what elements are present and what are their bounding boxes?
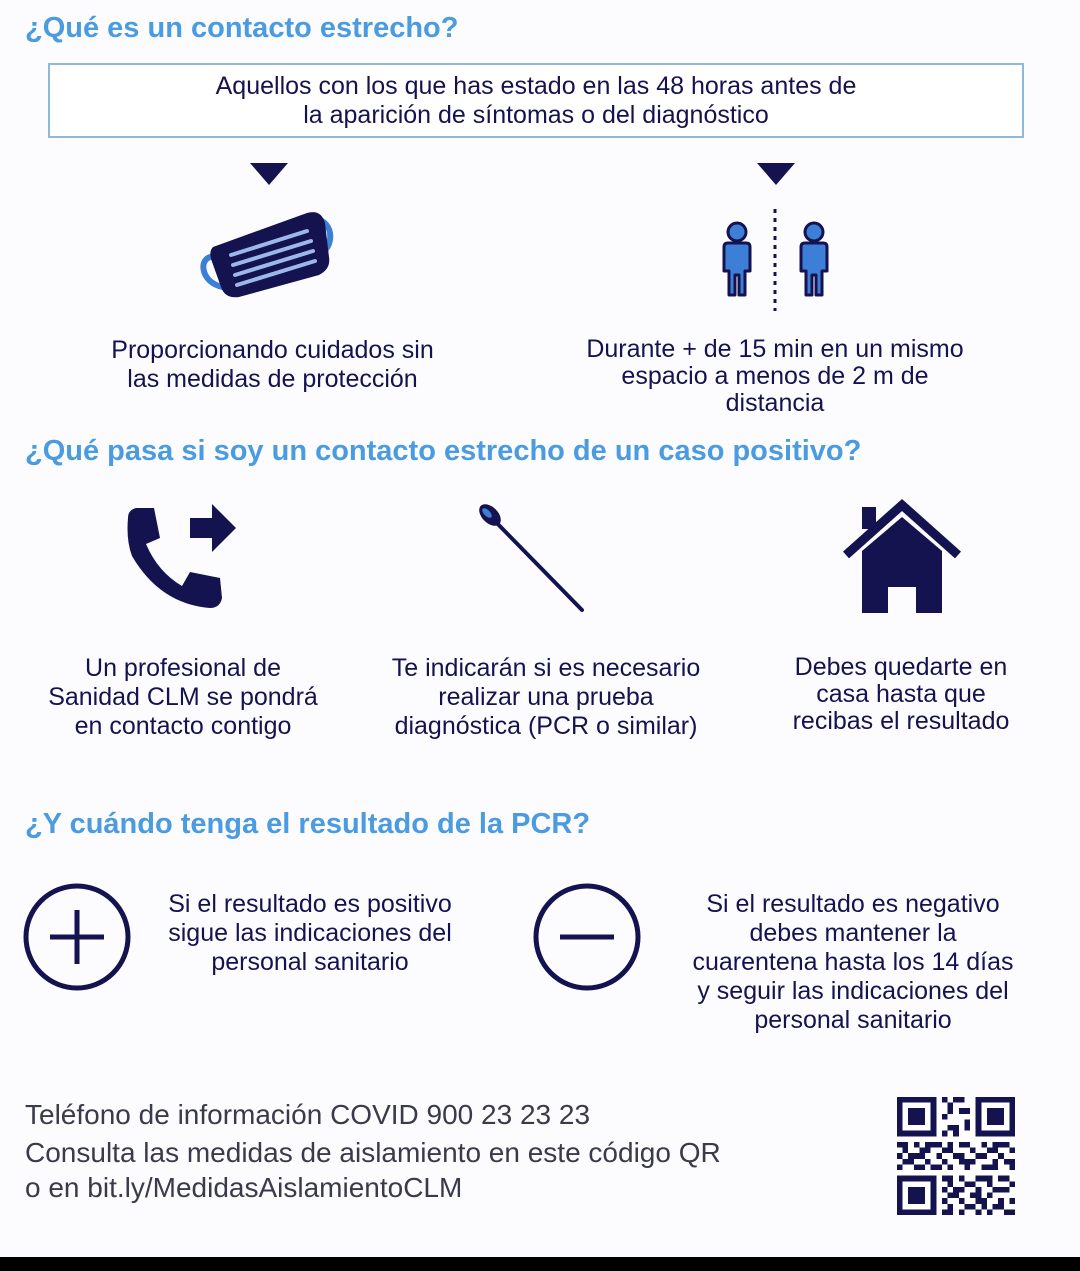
body-line: Si el resultado es positivo: [168, 890, 452, 918]
caption-line: Te indicarán si es necesario: [391, 654, 701, 682]
caption-line: Un profesional de: [85, 654, 281, 682]
result-positive-text: [140, 890, 480, 977]
step-caption-call: [28, 654, 338, 741]
footer-qr-line: Consulta las medidas de aislamiento en este código QR: [25, 1137, 721, 1168]
caption-line: realizar una prueba: [438, 683, 654, 711]
caption-line: Sanidad CLM se pondrá: [48, 683, 318, 711]
plus-circle-icon: [20, 880, 134, 994]
result-negative-text: [668, 890, 1038, 1035]
down-arrow-icon: [757, 163, 795, 187]
caption-line: casa hasta que: [816, 680, 986, 708]
body-line: y seguir las indicaciones del: [697, 977, 1009, 1005]
criteria-caption-distance: [540, 336, 1010, 417]
down-arrow-icon: [250, 163, 288, 187]
criteria-caption-care: [40, 336, 505, 394]
section-title-pcr: ¿Y cuándo tenga el resultado de la PCR?: [25, 808, 591, 840]
caption-line: recibas el resultado: [792, 707, 1010, 735]
bottom-bar: [0, 1257, 1080, 1271]
swab-icon: [470, 498, 595, 618]
section-title-positive-case: ¿Qué pasa si soy un contacto estrecho de un caso positivo?: [25, 435, 862, 467]
definition-line-1: Aquellos con los que has estado en las 48 horas antes de: [215, 71, 857, 100]
caption-line: Proporcionando cuidados sin: [111, 336, 434, 364]
caption-line: diagnóstica (PCR o similar): [394, 712, 698, 740]
body-line: cuarentena hasta los 14 días: [692, 948, 1014, 976]
caption-line: Durante + de 15 min en un mismo: [586, 335, 964, 363]
definition-box: [48, 63, 1024, 138]
caption-line: espacio a menos de 2 m de: [621, 362, 929, 390]
caption-line: las medidas de protección: [127, 365, 418, 393]
step-caption-test: [360, 654, 732, 741]
house-icon: [840, 497, 965, 617]
body-line: Si el resultado es negativo: [706, 890, 1000, 918]
distance-icon: [715, 205, 840, 315]
section-title-close-contact: ¿Qué es un contacto estrecho?: [25, 12, 459, 44]
body-line: personal sanitario: [754, 1006, 952, 1034]
caption-line: distancia: [725, 389, 825, 417]
definition-line-2: la aparición de síntomas o del diagnóstico: [303, 100, 769, 129]
body-line: sigue las indicaciones del: [168, 919, 452, 947]
qr-code-icon[interactable]: [895, 1097, 1017, 1215]
body-line: personal sanitario: [211, 948, 409, 976]
caption-line: en contacto contigo: [74, 712, 292, 740]
body-line: debes mantener la: [749, 919, 957, 947]
caption-line: Debes quedarte en: [794, 653, 1008, 681]
step-caption-home: [765, 654, 1037, 735]
minus-circle-icon: [530, 880, 644, 994]
phone-call-icon: [120, 500, 240, 615]
footer-phone-line: Teléfono de información COVID 900 23 23 23: [25, 1099, 591, 1130]
face-mask-icon: [195, 205, 340, 305]
footer-url-line[interactable]: o en bit.ly/MedidasAislamientoCLM: [25, 1172, 463, 1203]
